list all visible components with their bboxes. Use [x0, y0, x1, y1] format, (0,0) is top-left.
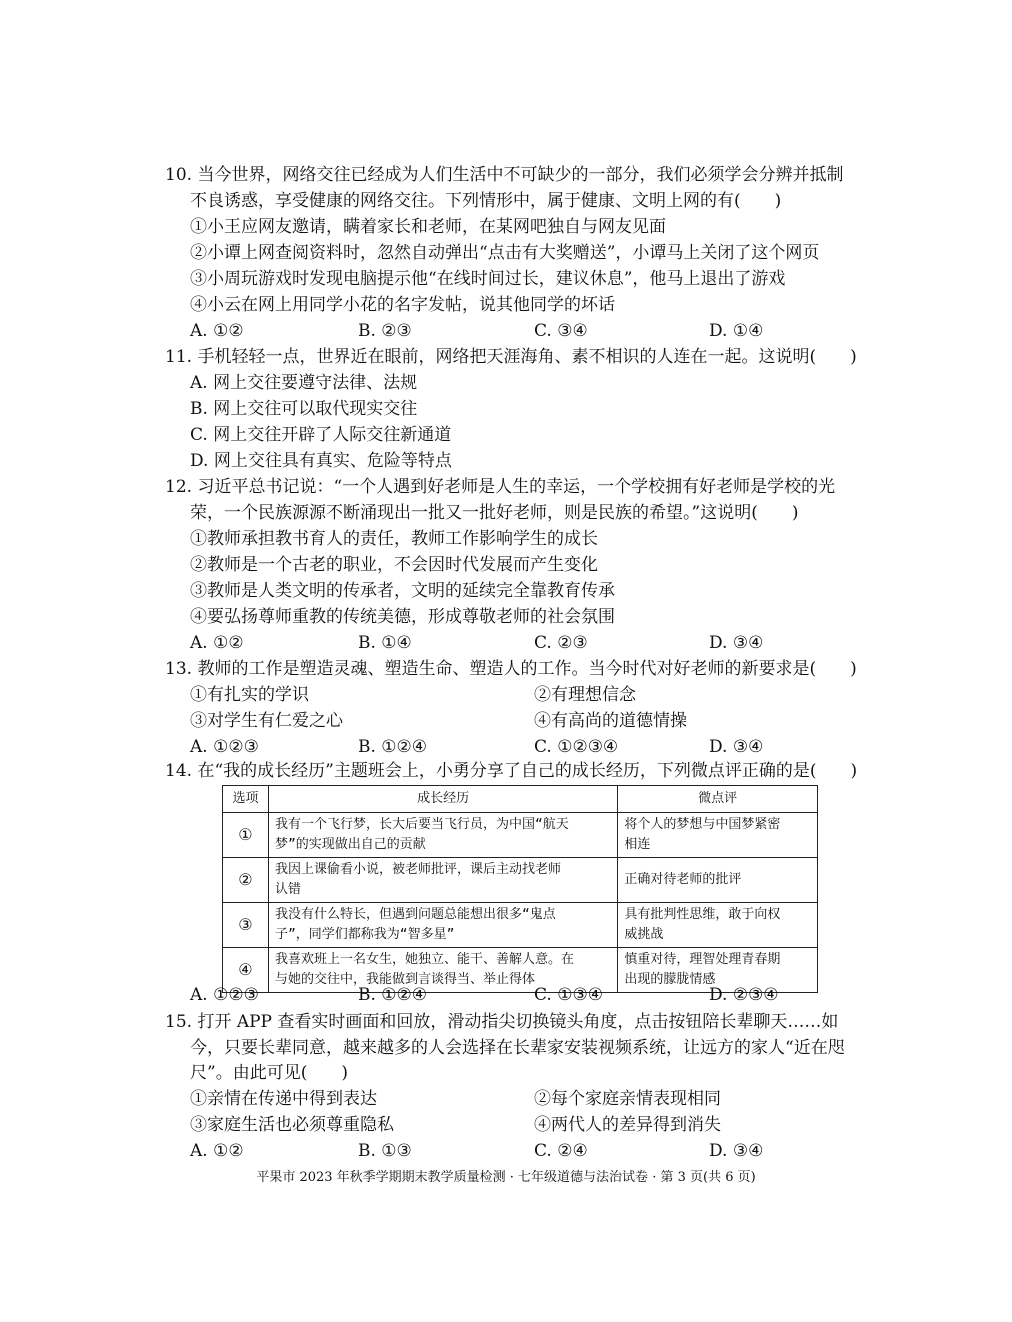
q10-option-c: C. ③④ [534, 321, 588, 341]
q10-option-b: B. ②③ [358, 321, 412, 341]
q14-option-a: A. ①②③ [190, 985, 259, 1005]
q15-option-c: C. ②④ [534, 1141, 588, 1161]
q10-item-2: ②小谭上网查阅资料时，忽然自动弹出“点击有大奖赠送”，小谭马上关闭了这个网页 [190, 243, 820, 263]
table-row [223, 858, 818, 903]
q15-item-4: ④两代人的差异得到消失 [534, 1115, 721, 1135]
q11-option-c: C. 网上交往开辟了人际交往新通道 [190, 425, 452, 445]
q11-option-d: D. 网上交往具有真实、危险等特点 [190, 451, 452, 471]
experience-cell [268, 813, 617, 858]
q13-option-a: A. ①②③ [190, 737, 259, 757]
experience-line: 我没有什么特长，但遇到问题总能想出很多“鬼点 [274, 907, 556, 922]
row-number: ③ [223, 903, 269, 948]
q10-option-d: D. ①④ [709, 321, 764, 341]
q15-item-3: ③家庭生活也必须尊重隐私 [190, 1115, 394, 1135]
q14-option-c: C. ①③④ [534, 985, 603, 1005]
q12-item-4: ④要弘扬尊师重教的传统美德，形成尊敬老师的社会氛围 [190, 607, 615, 627]
q13-stem: 13. 教师的工作是塑造灵魂、塑造生命、塑造人的工作。当今时代对好老师的新要求是( ) [165, 659, 857, 679]
q10-option-a: A. ①② [190, 321, 244, 341]
experience-cell [268, 903, 617, 948]
experience-line: 与她的交往中，我能做到言谈得当、举止得体 [274, 972, 535, 987]
q10-item-1: ①小王应网友邀请，瞒着家长和老师，在某网吧独自与网友见面 [190, 217, 666, 237]
row-number: ② [223, 858, 269, 903]
q13-item-1: ①有扎实的学识 [190, 685, 309, 705]
q13-item-4: ④有高尚的道德情操 [534, 711, 687, 731]
q10-stem-line1: 10. 当今世界，网络交往已经成为人们生活中不可缺少的一部分，我们必须学会分辨并抵制 [165, 165, 844, 185]
q13-option-b: B. ①②④ [358, 737, 428, 757]
row-number: ① [223, 813, 269, 858]
row-number: ④ [223, 948, 269, 993]
comment-line: 将个人的梦想与中国梦紧密 [624, 817, 781, 832]
q13-option-d: D. ③④ [709, 737, 764, 757]
q14-option-b: B. ①②④ [358, 985, 428, 1005]
q15-stem-line1: 15. 打开 APP 查看实时画面和回放，滑动指尖切换镜头角度，点击按钮陪长辈聊天……如 [165, 1012, 839, 1032]
q15-stem-line3: 尺”。由此可见( ) [190, 1063, 348, 1083]
comment-line: 慎重对待，理智处理青春期 [624, 952, 781, 967]
q13-item-2: ②有理想信念 [534, 685, 636, 705]
q12-option-d: D. ③④ [709, 633, 764, 653]
comment-line: 具有批判性思维，敢于向权 [624, 907, 781, 922]
experience-line: 我有一个飞行梦，长大后要当飞行员，为中国“航天 [274, 817, 569, 832]
table-row [223, 903, 818, 948]
q13-option-c: C. ①②③④ [534, 737, 619, 757]
q14-stem: 14. 在“我的成长经历”主题班会上，小勇分享了自己的成长经历，下列微点评正确的是( ) [165, 761, 858, 781]
q14-option-d: D. ②③④ [709, 985, 779, 1005]
q15-option-d: D. ③④ [709, 1141, 764, 1161]
q12-item-1: ①教师承担教书育人的责任，教师工作影响学生的成长 [190, 529, 598, 549]
q15-item-2: ②每个家庭亲情表现相同 [534, 1089, 721, 1109]
comment-line: 威挑战 [624, 927, 664, 942]
table-header: 成长经历 [268, 786, 617, 813]
experience-line: 子”，同学们都称我为“智多星” [274, 927, 455, 942]
q12-item-3: ③教师是人类文明的传承者，文明的延续完全靠教育传承 [190, 581, 615, 601]
q12-option-b: B. ①④ [358, 633, 412, 653]
experience-cell [268, 858, 617, 903]
experience-line: 认错 [274, 882, 301, 897]
page-footer: 平果市 2023 年秋季学期期末教学质量检测 · 七年级道德与法治试卷 · 第 3 页(共 6 页) [256, 1170, 756, 1185]
q15-stem-line2: 今，只要长辈同意，越来越多的人会选择在长辈家安装视频系统，让远方的家人“近在咫 [190, 1038, 845, 1058]
comment-line: 相连 [624, 837, 651, 852]
q13-item-3: ③对学生有仁爱之心 [190, 711, 343, 731]
q10-stem-line2: 不良诱惑，享受健康的网络交往。下列情形中，属于健康、文明上网的有( ) [190, 191, 782, 211]
q12-option-c: C. ②③ [534, 633, 588, 653]
experience-line: 梦”的实现做出自己的贡献 [274, 837, 426, 852]
q10-item-4: ④小云在网上用同学小花的名字发帖，说其他同学的坏话 [190, 295, 615, 315]
q15-option-a: A. ①② [190, 1141, 244, 1161]
q12-stem-line2: 荣，一个民族源源不断涌现出一批又一批好老师，则是民族的希望。”这说明( ) [190, 503, 799, 523]
q12-stem-line1: 12. 习近平总书记说：“一个人遇到好老师是人生的幸运，一个学校拥有好老师是学校的光 [165, 477, 836, 497]
experience-line: 我因上课偷看小说，被老师批评，课后主动找老师 [274, 862, 561, 877]
comment-cell [618, 903, 818, 948]
table-row [223, 813, 818, 858]
q15-option-b: B. ①③ [358, 1141, 412, 1161]
comment-line: 出现的朦胧情感 [624, 972, 716, 987]
q10-item-3: ③小周玩游戏时发现电脑提示他“在线时间过长，建议休息”，他马上退出了游戏 [190, 269, 786, 289]
q11-option-a: A. 网上交往要遵守法律、法规 [190, 373, 418, 393]
comment-cell [618, 813, 818, 858]
comment-cell [618, 858, 818, 903]
table-header-row [223, 786, 818, 813]
q12-option-a: A. ①② [190, 633, 244, 653]
experience-line: 我喜欢班上一名女生，她独立、能干、善解人意。在 [274, 952, 574, 967]
q15-item-1: ①亲情在传递中得到表达 [190, 1089, 377, 1109]
comment-line: 正确对待老师的批评 [624, 872, 742, 887]
q12-item-2: ②教师是一个古老的职业，不会因时代发展而产生变化 [190, 555, 598, 575]
q11-stem: 11. 手机轻轻一点，世界近在眼前，网络把天涯海角、素不相识的人连在一起。这说明( ) [165, 347, 857, 367]
table-header: 选项 [223, 786, 269, 813]
table-header: 微点评 [618, 786, 818, 813]
growth-experience-table [222, 785, 818, 993]
q11-option-b: B. 网上交往可以取代现实交往 [190, 399, 418, 419]
